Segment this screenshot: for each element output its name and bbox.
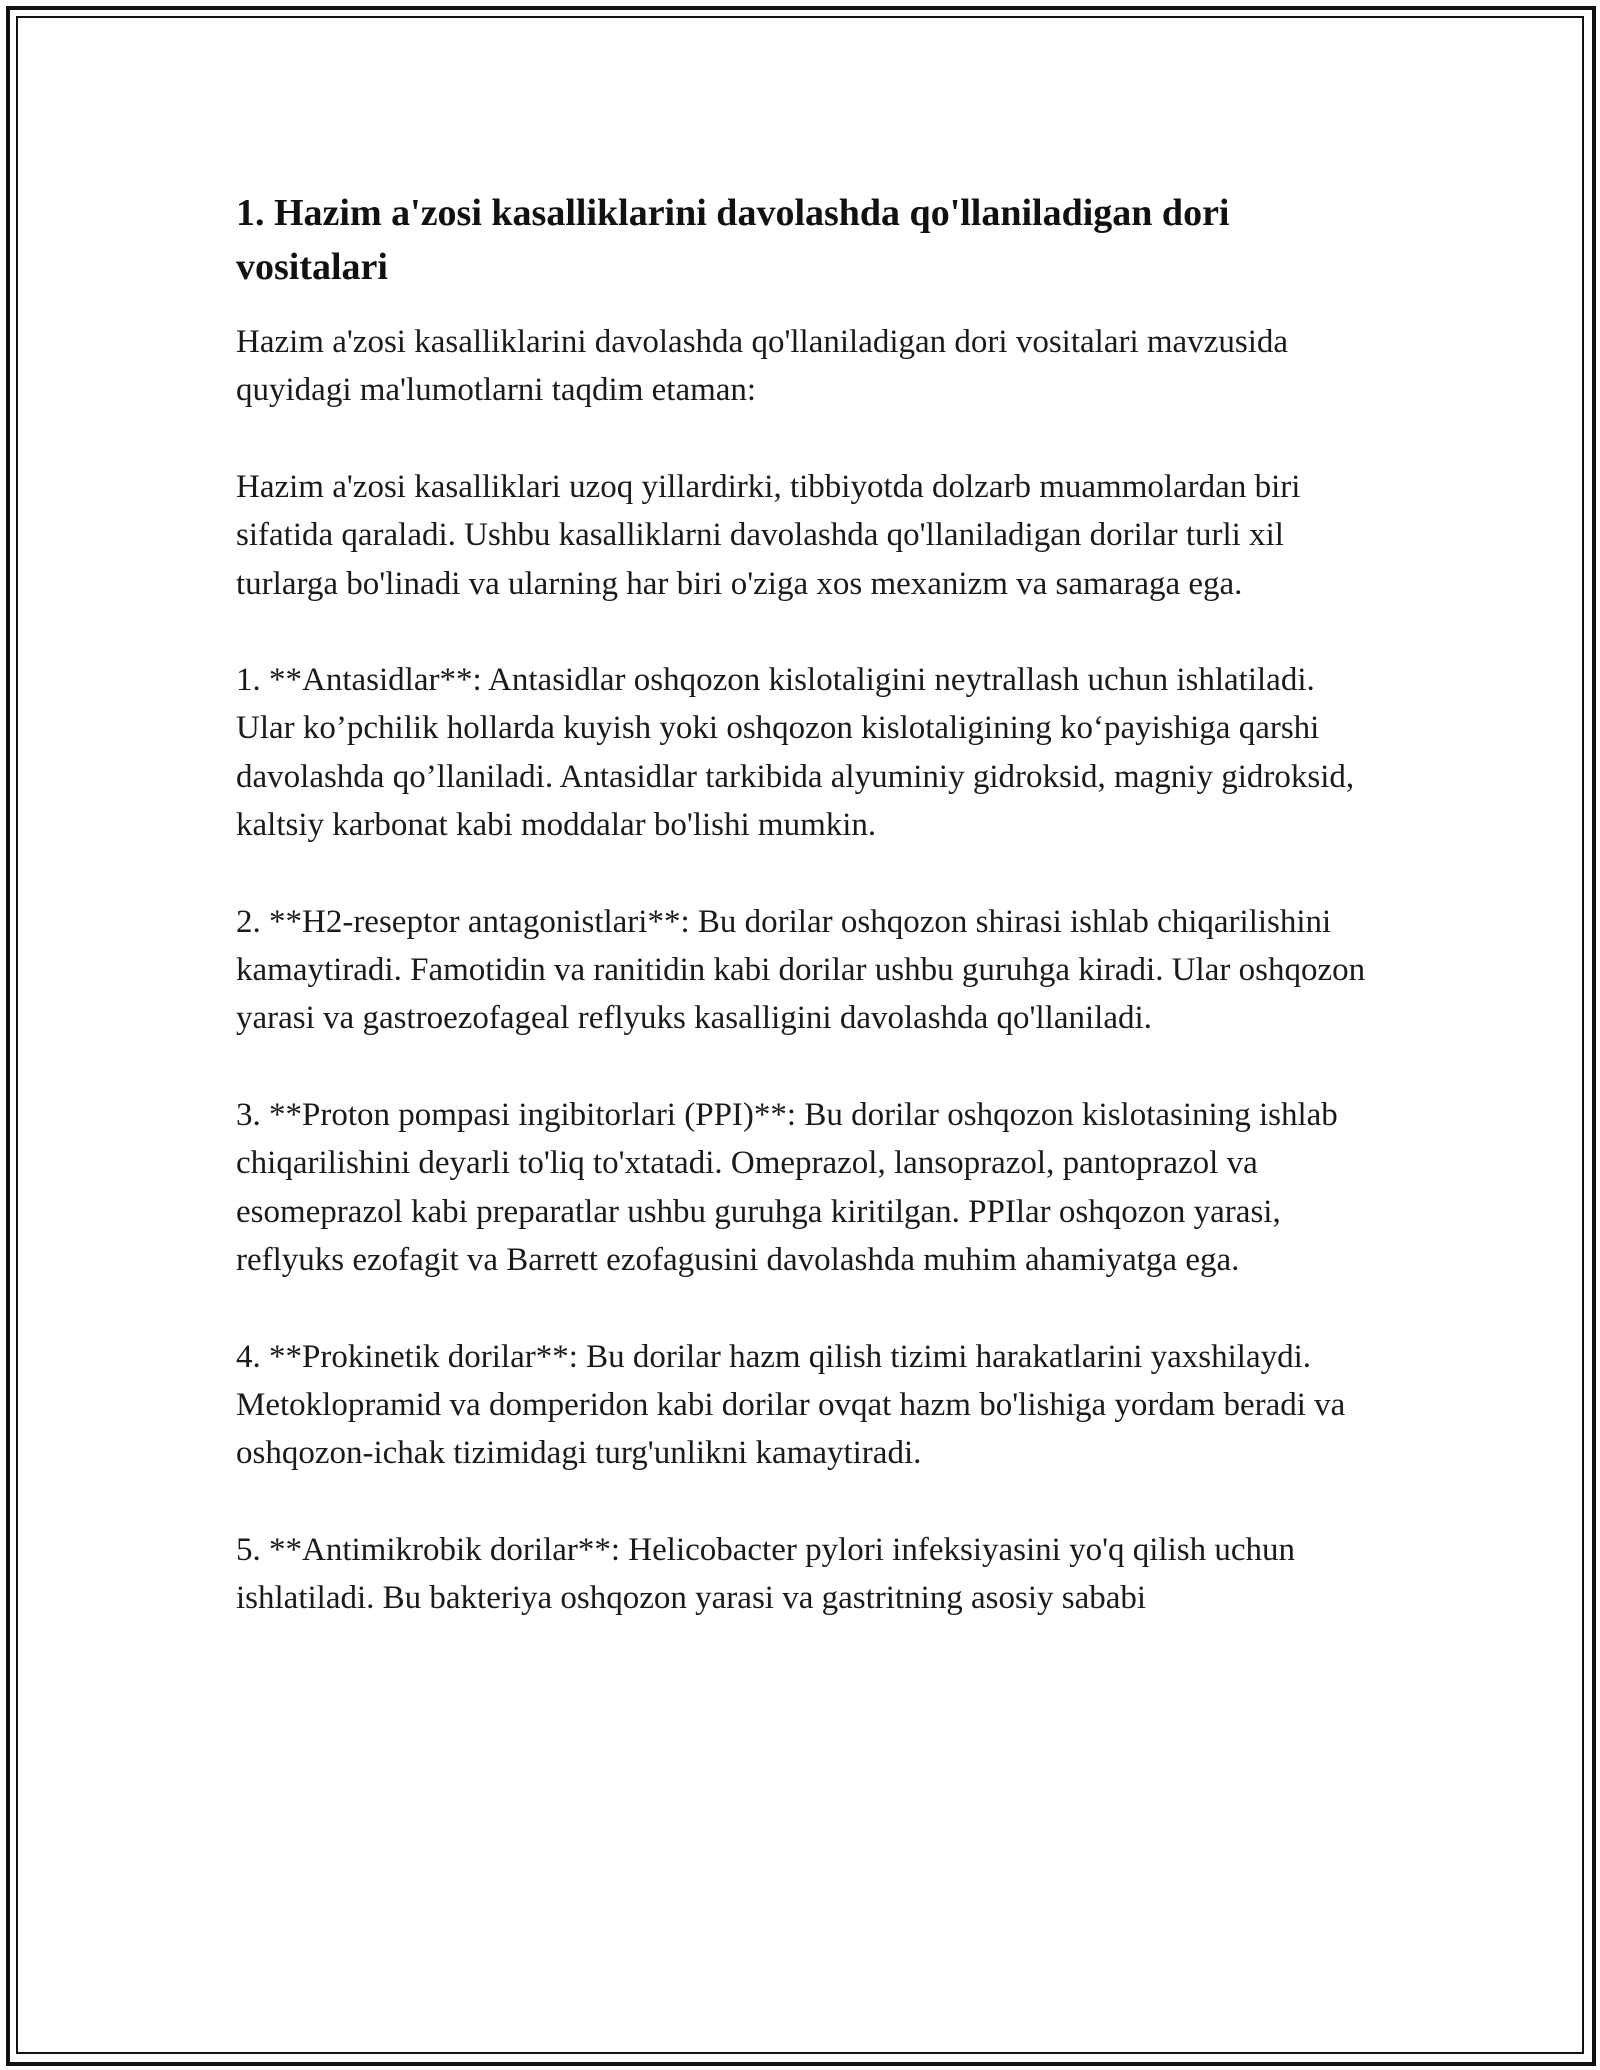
ppi-paragraph: 3. **Proton pompasi ingibitorlari (PPI)**: Bu dorilar oshqozon kislotasining ishlab chiqarilishini deyarli to'liq to'xtatadi. Omeprazol, lansoprazol, pantoprazol va esomeprazol kabi preparatlar ushbu guruhga kiritilgan. PPIlar oshqozon yarasi, reflyuks ezofagit va Barrett ezofagusini davolashda muhim ahamiyatga ega. bbox=[236, 1096, 1338, 1279]
h2-antagonists-paragraph: 2. **H2-reseptor antagonistlari**: Bu dorilar oshqozon shirasi ishlab chiqarilishini kamaytiradi. Famotidin va ranitidin kabi dorilar ushbu guruhga kiradi. Ular oshqozon yarasi va gastroezofageal reflyuks kasalligini davolashda qo'llaniladi. bbox=[236, 903, 1366, 1037]
antimicrobials-paragraph: 5. **Antimikrobik dorilar**: Helicobacter pylori infeksiyasini yo'q qilish uchun ishlatiladi. Bu bakteriya oshqozon yarasi va gastritning asosiy sababi bbox=[236, 1531, 1296, 1617]
overview-paragraph: Hazim a'zosi kasalliklari uzoq yillardirki, tibbiyotda dolzarb muammolardan biri sifatida qaraladi. Ushbu kasalliklarni davolashda qo'llaniladigan dorilar turli xil turlarga bo'linadi va ularning har biri o'ziga xos mexanizm va samaraga ega. bbox=[236, 468, 1301, 602]
intro-paragraph: Hazim a'zosi kasalliklarini davolashda qo'llaniladigan dori vositalari mavzusida quyidagi ma'lumotlarni taqdim etaman: bbox=[236, 324, 1289, 409]
document-title: 1. Hazim a'zosi kasalliklarini davolashda qo'llaniladigan dori vositalari bbox=[236, 192, 1230, 288]
document-body bbox=[236, 186, 1376, 1671]
prokinetics-paragraph: 4. **Prokinetik dorilar**: Bu dorilar hazm qilish tizimi harakatlarini yaxshilaydi. Metoklopramid va domperidon kabi dorilar ovqat hazm bo'lishiga yordam beradi va oshqozon-ichak tizimidagi turg'unlikni kamaytiradi. bbox=[236, 1338, 1346, 1472]
antacids-paragraph: 1. **Antasidlar**: Antasidlar oshqozon kislotaligini neytrallash uchun ishlatiladi. Ular ko’pchilik hollarda kuyish yoki oshqozon kislotaligining ko‘payishiga qarshi davolashda qo’llaniladi. Antasidlar tarkibida alyuminiy gidroksid, magniy gidroksid, kaltsiy karbonat kabi moddalar bo'lishi mumkin. bbox=[236, 662, 1355, 844]
